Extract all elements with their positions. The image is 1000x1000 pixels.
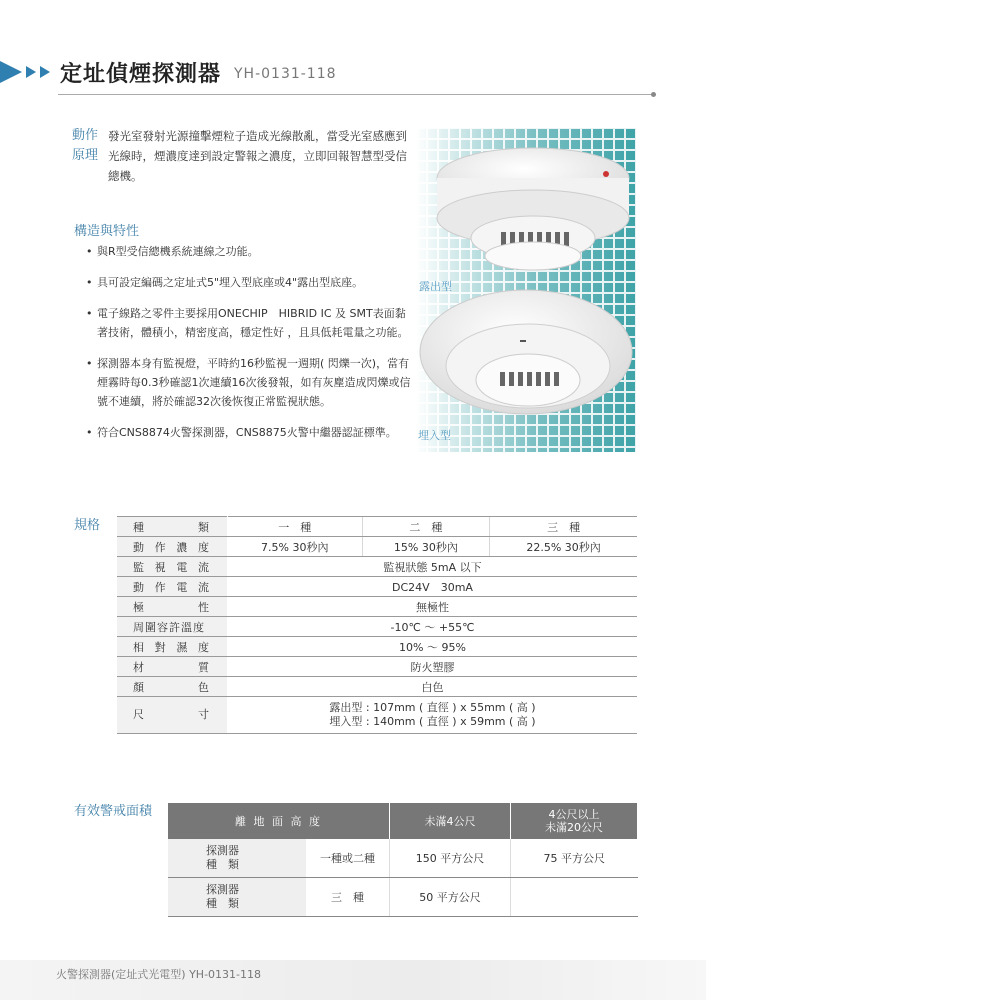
spec-label: 規格 (74, 518, 101, 533)
feature-item: • 具可設定編碼之定址式5"埋入型底座或4"露出型底座。 (86, 273, 416, 292)
detector-type: 三 種 (306, 878, 390, 917)
header-height: 離 地 面 高 度 (168, 803, 390, 839)
table-row (117, 677, 637, 697)
coverage-cell: 150 平方公尺 (390, 839, 511, 878)
surface-type-label: 露出型 (419, 280, 452, 293)
coverage-table (168, 803, 638, 917)
table-row (117, 577, 637, 597)
table-row (117, 657, 637, 677)
feature-item: • 探測器本身有監視燈，平時約16秒監視一週期( 閃爍一次)，當有煙霧時每0.3秒確認1次連續16次後發報，如有灰塵造成閃爍或信號不連續，將於確認32次後恢復正常監視狀態。 (86, 354, 416, 411)
spec-key: 極 性 (117, 597, 228, 617)
spec-key: 監 視 電 流 (117, 557, 228, 577)
flush-detector-image (420, 290, 632, 414)
spec-cell: 一 種 (228, 517, 363, 537)
spec-cell: 白色 (228, 677, 638, 697)
size-surface: 露出型 : 107mm ( 直徑 ) x 55mm ( 高 ) (329, 701, 536, 714)
spec-key: 顏 色 (117, 677, 228, 697)
table-row (117, 517, 637, 537)
row-key: 探測器 種 類 (168, 878, 306, 917)
spec-key: 尺 寸 (117, 697, 228, 734)
spec-cell: 7.5% 30秒內 (228, 537, 363, 557)
spec-cell: 15% 30秒內 (362, 537, 490, 557)
coverage-cell (511, 878, 638, 917)
spec-cell: 10% ～ 95% (228, 637, 638, 657)
table-row (168, 839, 638, 878)
page-title: 定址偵煙探測器 (60, 62, 222, 87)
header-divider-dot (651, 92, 656, 97)
spec-cell (228, 697, 638, 734)
footer-text: 火警探測器(定址式光電型) YH-0131-118 (56, 968, 261, 981)
spec-cell: 監視狀態 5mA 以下 (228, 557, 638, 577)
features-list (86, 242, 416, 454)
table-row (168, 878, 638, 917)
table-row (117, 637, 637, 657)
spec-key: 動 作 電 流 (117, 577, 228, 597)
spec-table (117, 516, 637, 734)
header-divider (58, 94, 654, 95)
spec-cell: 22.5% 30秒內 (490, 537, 637, 557)
header-arrows-icon (0, 58, 60, 86)
table-row (117, 617, 637, 637)
spec-cell: 無極性 (228, 597, 638, 617)
spec-key: 種 類 (117, 517, 228, 537)
table-header-row (168, 803, 638, 839)
principle-label: 動作原理 (72, 128, 99, 163)
table-row (117, 557, 637, 577)
spec-key: 動 作 濃 度 (117, 537, 228, 557)
spec-cell: 二 種 (362, 517, 490, 537)
row-key: 探測器 種 類 (168, 839, 306, 878)
detector-type: 一種或二種 (306, 839, 390, 878)
header-col1: 未滿4公尺 (390, 803, 511, 839)
spec-key: 周圍容許溫度 (117, 617, 228, 637)
feature-item: • 符合CNS8874火警探測器，CNS8875火警中繼器認証標準。 (86, 423, 416, 442)
spec-key: 相 對 濕 度 (117, 637, 228, 657)
principle-text: 發光室發射光源撞擊煙粒子造成光線散亂，當受光室感應到光線時，煙濃度達到設定警報之濃度，立即回報智慧型受信總機。 (108, 129, 407, 183)
spec-cell: 防火塑膠 (228, 657, 638, 677)
header-col2: 4公尺以上 未滿20公尺 (511, 803, 638, 839)
spec-cell: 三 種 (490, 517, 637, 537)
spec-key: 材 質 (117, 657, 228, 677)
spec-cell: -10℃ ～ +55℃ (228, 617, 638, 637)
table-row (117, 597, 637, 617)
coverage-cell: 50 平方公尺 (390, 878, 511, 917)
features-title: 構造與特性 (74, 224, 140, 239)
size-flush: 埋入型 : 140mm ( 直徑 ) x 59mm ( 高 ) (329, 715, 536, 728)
table-row (117, 697, 637, 734)
spec-cell: DC24V 30mA (228, 577, 638, 597)
coverage-label: 有效警戒面積 (74, 804, 153, 819)
feature-item: • 與R型受信總機系統連線之功能。 (86, 242, 416, 261)
table-row (117, 537, 637, 557)
feature-item: • 電子線路之零件主要採用ONECHIP HIBRID IC 及 SMT表面黏著技術，體積小，精密度高，穩定性好 ，且具低耗電量之功能。 (86, 304, 416, 342)
model-number: YH-0131-118 (234, 66, 337, 82)
coverage-cell: 75 平方公尺 (511, 839, 638, 878)
flush-type-label: 埋入型 (418, 429, 451, 442)
